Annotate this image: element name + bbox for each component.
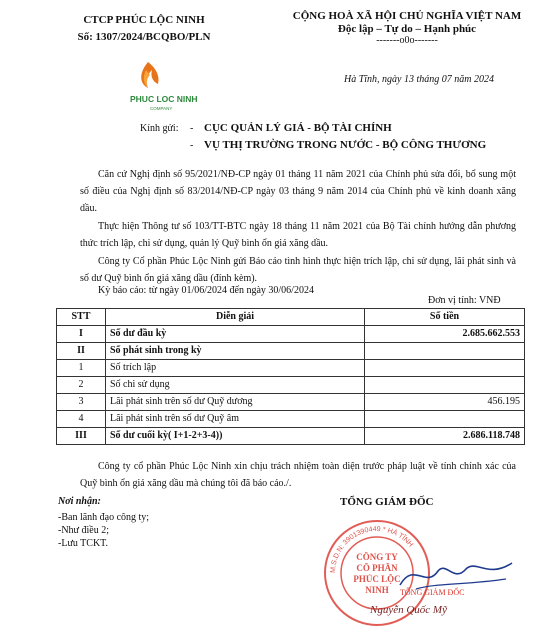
government-header <box>282 10 532 46</box>
row-stt: I <box>57 326 106 343</box>
row-stt: 4 <box>57 411 106 428</box>
table-row <box>57 411 525 428</box>
row-amount <box>365 411 525 428</box>
unit-label: Đơn vị tính: VNĐ <box>428 295 501 306</box>
seal-ring-text: M.S.D.N: 3901390449 * HÀ TĨNH <box>329 525 414 574</box>
header-divider: -------o0o------- <box>376 35 438 46</box>
signer-title: TỔNG GIÁM ĐỐC <box>340 496 434 508</box>
table-row <box>57 343 525 360</box>
header-amount: Số tiền <box>365 309 525 326</box>
addressee-dash: - <box>190 140 194 151</box>
flame-logo-icon <box>130 60 210 115</box>
document-number: Số: 1307/2024/BCQBO/PLN <box>77 31 211 43</box>
recipient-item: -Ban lãnh đạo công ty; <box>58 512 150 523</box>
header-description: Diễn giải <box>106 309 365 326</box>
national-motto: Độc lập – Tự do – Hạnh phúc <box>337 23 477 35</box>
company-logo <box>130 60 210 115</box>
row-amount: 456.195 <box>365 394 525 411</box>
row-amount <box>365 343 525 360</box>
row-stt: 1 <box>57 360 106 377</box>
stamp-title: TỔNG GIÁM ĐỐC <box>400 588 465 597</box>
body-paragraph-2: Thực hiện Thông tư số 103/TT-BTC ngày 18 tháng 11 năm 2021 của Bộ Tài chính hướng dẫn phương thức trích lập, chi sử dụng, quản lý Quỹ bình ổn giá xăng dầu. <box>80 221 516 249</box>
addressee-dash: - <box>190 123 194 134</box>
national-title: CỘNG HOÀ XÃ HỘI CHỦ NGHĨA VIỆT NAM <box>292 10 522 22</box>
table-row <box>57 360 525 377</box>
row-description: Số chi sử dụng <box>106 377 365 394</box>
seal-line: CÔNG TY <box>356 552 398 562</box>
row-description: Số dư cuối kỳ( I+1-2+3-4)) <box>106 428 365 445</box>
table-row <box>57 428 525 445</box>
seal-line: PHÚC LỘC <box>353 574 401 584</box>
document-date: Hà Tĩnh, ngày 13 tháng 07 năm 2024 <box>344 74 494 85</box>
report-period: Kỳ báo cáo: từ ngày 01/06/2024 đến ngày 30/06/2024 <box>98 285 314 296</box>
addressee-2: VỤ THỊ TRƯỜNG TRONG NƯỚC - BỘ CÔNG THƯƠNG <box>204 139 487 151</box>
body-paragraph-3: Công ty Cổ phần Phúc Lộc Ninh gửi Báo cáo tình hình thực hiện trích lập, chi sử dụng, lãi phát sinh và số dư Quỹ bình ổn giá xăng dầu (đính kèm). <box>80 256 516 284</box>
row-amount: 2.686.118.748 <box>365 428 525 445</box>
recipient-item: -Lưu TCKT. <box>58 538 109 549</box>
table-row <box>57 377 525 394</box>
row-stt: II <box>57 343 106 360</box>
row-amount <box>365 360 525 377</box>
addressee-label: Kính gửi: <box>140 123 179 134</box>
recipients-title: Nơi nhận: <box>58 496 101 507</box>
signer-name: Nguyễn Quốc Mỹ <box>370 604 447 616</box>
table-header-row <box>57 309 525 326</box>
row-stt: 3 <box>57 394 106 411</box>
row-description: Số dư đầu kỳ <box>106 326 365 343</box>
body-paragraph-1: Căn cứ Nghị định số 95/2021/NĐ-CP ngày 01 tháng 11 năm 2021 của Chính phủ sửa đổi, bổ sung một số điều của Nghị định số 83/2014/NĐ-CP ngày 03 tháng 9 năm 2014 của Chính phủ về kinh doanh xăng dầu. <box>80 169 516 214</box>
closing-statement: Công ty cổ phần Phúc Lộc Ninh xin chịu trách nhiệm toàn diện trước pháp luật về tính chính xác của Quỹ bình ổn giá xăng dầu mà chúng tôi đã báo cáo./. <box>80 461 516 489</box>
header-stt: STT <box>57 309 106 326</box>
row-amount: 2.685.662.553 <box>365 326 525 343</box>
row-description: Số trích lập <box>106 360 365 377</box>
recipient-item: -Như điều 2; <box>58 525 109 536</box>
row-stt: 2 <box>57 377 106 394</box>
table-row <box>57 394 525 411</box>
addressee-1: CỤC QUẢN LÝ GIÁ - BỘ TÀI CHÍNH <box>204 122 392 134</box>
table-row <box>57 326 525 343</box>
seal-line: CỔ PHẦN <box>356 563 398 573</box>
row-description: Lãi phát sinh trên số dư Quỹ âm <box>106 411 365 428</box>
report-table <box>56 308 525 445</box>
row-description: Lãi phát sinh trên số dư Quỹ dương <box>106 394 365 411</box>
logo-text: PHUC LOC NINH <box>130 94 198 104</box>
row-description: Số phát sinh trong kỳ <box>106 343 365 360</box>
organization-header <box>74 14 214 43</box>
row-stt: III <box>57 428 106 445</box>
row-amount <box>365 377 525 394</box>
seal-line: NINH <box>365 585 389 595</box>
organization-name: CTCP PHÚC LỘC NINH <box>83 14 205 26</box>
logo-subtext: COMPANY <box>150 106 173 111</box>
